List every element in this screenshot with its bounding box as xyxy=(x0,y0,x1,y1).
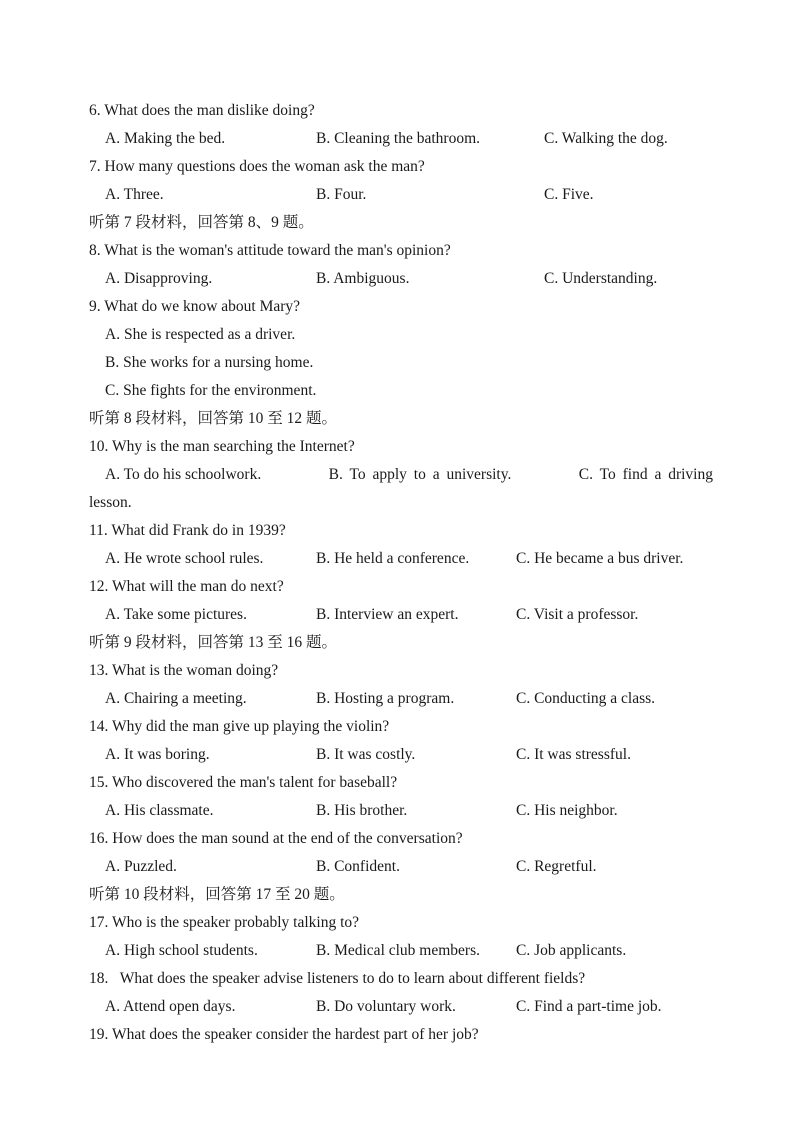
question-7: 7. How many questions does the woman ask the man? xyxy=(89,158,425,175)
q7-option-a: A. Three. xyxy=(105,186,164,203)
question-10: 10. Why is the man searching the Internet? xyxy=(89,438,355,455)
q7-option-c: C. Five. xyxy=(544,186,594,203)
q16-option-c: C. Regretful. xyxy=(516,858,597,875)
q18-option-a: A. Attend open days. xyxy=(105,998,236,1015)
q16-option-a: A. Puzzled. xyxy=(105,858,177,875)
q16-option-b: B. Confident. xyxy=(316,858,400,875)
question-6: 6. What does the man dislike doing? xyxy=(89,102,315,119)
q17-option-c: C. Job applicants. xyxy=(516,942,627,959)
q17-option-a: A. High school students. xyxy=(105,942,258,959)
q8-option-a: A. Disapproving. xyxy=(105,270,213,287)
q9-option-a: A. She is respected as a driver. xyxy=(105,326,296,343)
section-heading-8: 听第 8 段材料，回答第 10 至 12 题。 xyxy=(89,410,338,427)
q15-option-c: C. His neighbor. xyxy=(516,802,618,819)
q13-option-c: C. Conducting a class. xyxy=(516,690,656,707)
q18-option-c: C. Find a part-time job. xyxy=(516,998,662,1015)
q6-option-b: B. Cleaning the bathroom. xyxy=(316,130,481,147)
q10-option-a: A. To do his schoolwork. xyxy=(105,466,262,483)
question-8: 8. What is the woman's attitude toward the man's opinion? xyxy=(89,242,451,259)
question-14: 14. Why did the man give up playing the violin? xyxy=(89,718,390,735)
q13-option-a: A. Chairing a meeting. xyxy=(105,690,247,707)
q11-option-c: C. He became a bus driver. xyxy=(516,550,684,567)
question-19: 19. What does the speaker consider the hardest part of her job? xyxy=(89,1026,479,1043)
q11-option-b: B. He held a conference. xyxy=(316,550,470,567)
q12-option-b: B. Interview an expert. xyxy=(316,606,459,623)
q10-options-row xyxy=(105,465,713,485)
question-18: 18. What does the speaker advise listeners to do to learn about different fields? xyxy=(89,970,586,987)
q10-option-c: C. To find a driving xyxy=(578,466,713,483)
q7-option-b: B. Four. xyxy=(316,186,367,203)
q15-option-a: A. His classmate. xyxy=(105,802,214,819)
q15-option-b: B. His brother. xyxy=(316,802,408,819)
q8-option-c: C. Understanding. xyxy=(544,270,658,287)
q6-option-a: A. Making the bed. xyxy=(105,130,226,147)
q6-option-c: C. Walking the dog. xyxy=(544,130,668,147)
q17-option-b: B. Medical club members. xyxy=(316,942,480,959)
q8-option-b: B. Ambiguous. xyxy=(316,270,410,287)
question-17: 17. Who is the speaker probably talking to? xyxy=(89,914,360,931)
q13-option-b: B. Hosting a program. xyxy=(316,690,455,707)
question-11: 11. What did Frank do in 1939? xyxy=(89,522,286,539)
q14-option-c: C. It was stressful. xyxy=(516,746,631,763)
question-16: 16. How does the man sound at the end of the conversation? xyxy=(89,830,463,847)
section-heading-7: 听第 7 段材料，回答第 8、9 题。 xyxy=(89,214,314,231)
q11-option-a: A. He wrote school rules. xyxy=(105,550,264,567)
section-heading-9: 听第 9 段材料，回答第 13 至 16 题。 xyxy=(89,634,338,651)
question-15: 15. Who discovered the man's talent for baseball? xyxy=(89,774,398,791)
q14-option-a: A. It was boring. xyxy=(105,746,210,763)
question-9: 9. What do we know about Mary? xyxy=(89,298,301,315)
question-13: 13. What is the woman doing? xyxy=(89,662,279,679)
q14-option-b: B. It was costly. xyxy=(316,746,416,763)
q9-option-c: C. She fights for the environment. xyxy=(105,382,317,399)
q12-option-a: A. Take some pictures. xyxy=(105,606,247,623)
q9-option-b: B. She works for a nursing home. xyxy=(105,354,314,371)
section-heading-10: 听第 10 段材料，回答第 17 至 20 题。 xyxy=(89,886,345,903)
q10-option-c-continued: lesson. xyxy=(89,494,132,511)
q12-option-c: C. Visit a professor. xyxy=(516,606,639,623)
q10-option-b: B. To apply to a university. xyxy=(328,466,512,483)
q18-option-b: B. Do voluntary work. xyxy=(316,998,456,1015)
question-12: 12. What will the man do next? xyxy=(89,578,284,595)
